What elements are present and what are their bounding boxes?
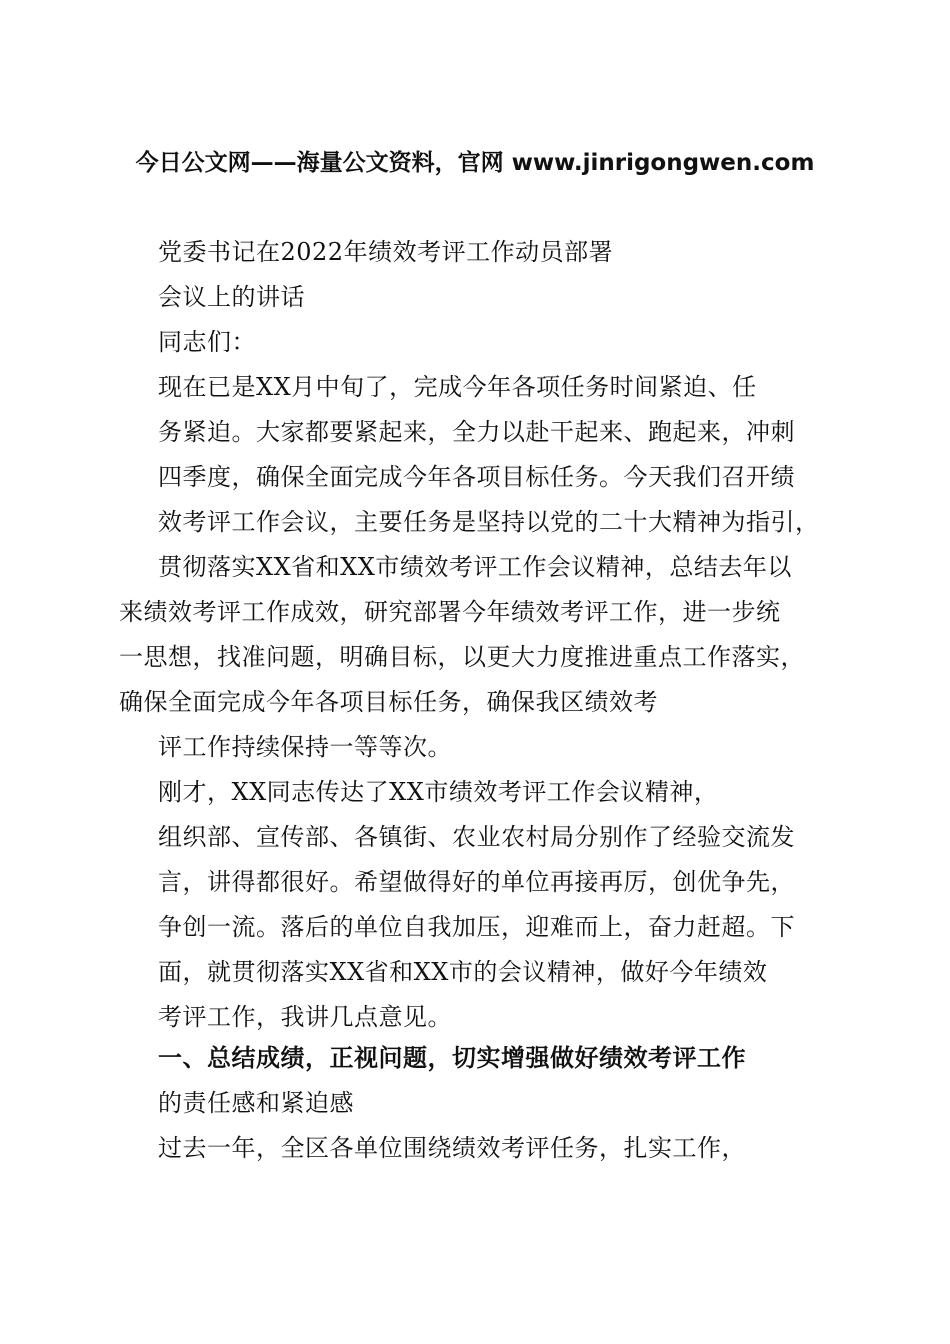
paragraph-line: 四季度，确保全面完成今年各项目标任务。今天我们召开绩 xyxy=(158,463,795,491)
paragraph-line: 来绩效考评工作成效，研究部署今年绩效考评工作，进一步统 xyxy=(119,598,781,626)
speech-title-line-2: 会议上的讲话 xyxy=(158,283,305,311)
section-heading-1-continuation: 的责任感和紧迫感 xyxy=(158,1089,354,1117)
paragraph-line: 务紧迫。大家都要紧起来，全力以赴干起来、跑起来，冲刺 xyxy=(158,418,795,446)
paragraph-line: 评工作持续保持一等等次。 xyxy=(158,733,452,761)
speech-title-line-1: 党委书记在2022年绩效考评工作动员部署 xyxy=(158,238,614,266)
paragraph-line: 现在已是XX月中旬了，完成今年各项任务时间紧迫、任 xyxy=(158,373,757,401)
paragraph-line: 言，讲得都很好。希望做得好的单位再接再厉，创优争先， xyxy=(158,868,795,896)
salutation: 同志们： xyxy=(158,328,256,356)
paragraph-line: 刚才，XX同志传达了XX市绩效考评工作会议精神， xyxy=(158,778,719,806)
paragraph-line: 一思想，找准问题，明确目标，以更大力度推进重点工作落实， xyxy=(119,643,805,671)
paragraph-line: 过去一年，全区各单位围绕绩效考评任务，扎实工作， xyxy=(158,1134,746,1162)
paragraph-line: 确保全面完成今年各项目标任务，确保我区绩效考 xyxy=(119,688,658,716)
site-header: 今日公文网——海量公文资料，官网 www.jinrigongwen.com xyxy=(135,150,815,176)
section-heading-1: 一、总结成绩，正视问题，切实增强做好绩效考评工作 xyxy=(158,1044,746,1072)
paragraph-line: 效考评工作会议，主要任务是坚持以党的二十大精神为指引， xyxy=(158,508,820,536)
paragraph-line: 组织部、宣传部、各镇街、农业农村局分别作了经验交流发 xyxy=(158,823,795,851)
paragraph-line: 面，就贯彻落实XX省和XX市的会议精神，做好今年绩效 xyxy=(158,958,768,986)
paragraph-line: 考评工作，我讲几点意见。 xyxy=(158,1003,452,1031)
paragraph-line: 争创一流。落后的单位自我加压，迎难而上，奋力赶超。下 xyxy=(158,913,795,941)
paragraph-line: 贯彻落实XX省和XX市绩效考评工作会议精神，总结去年以 xyxy=(158,553,792,581)
